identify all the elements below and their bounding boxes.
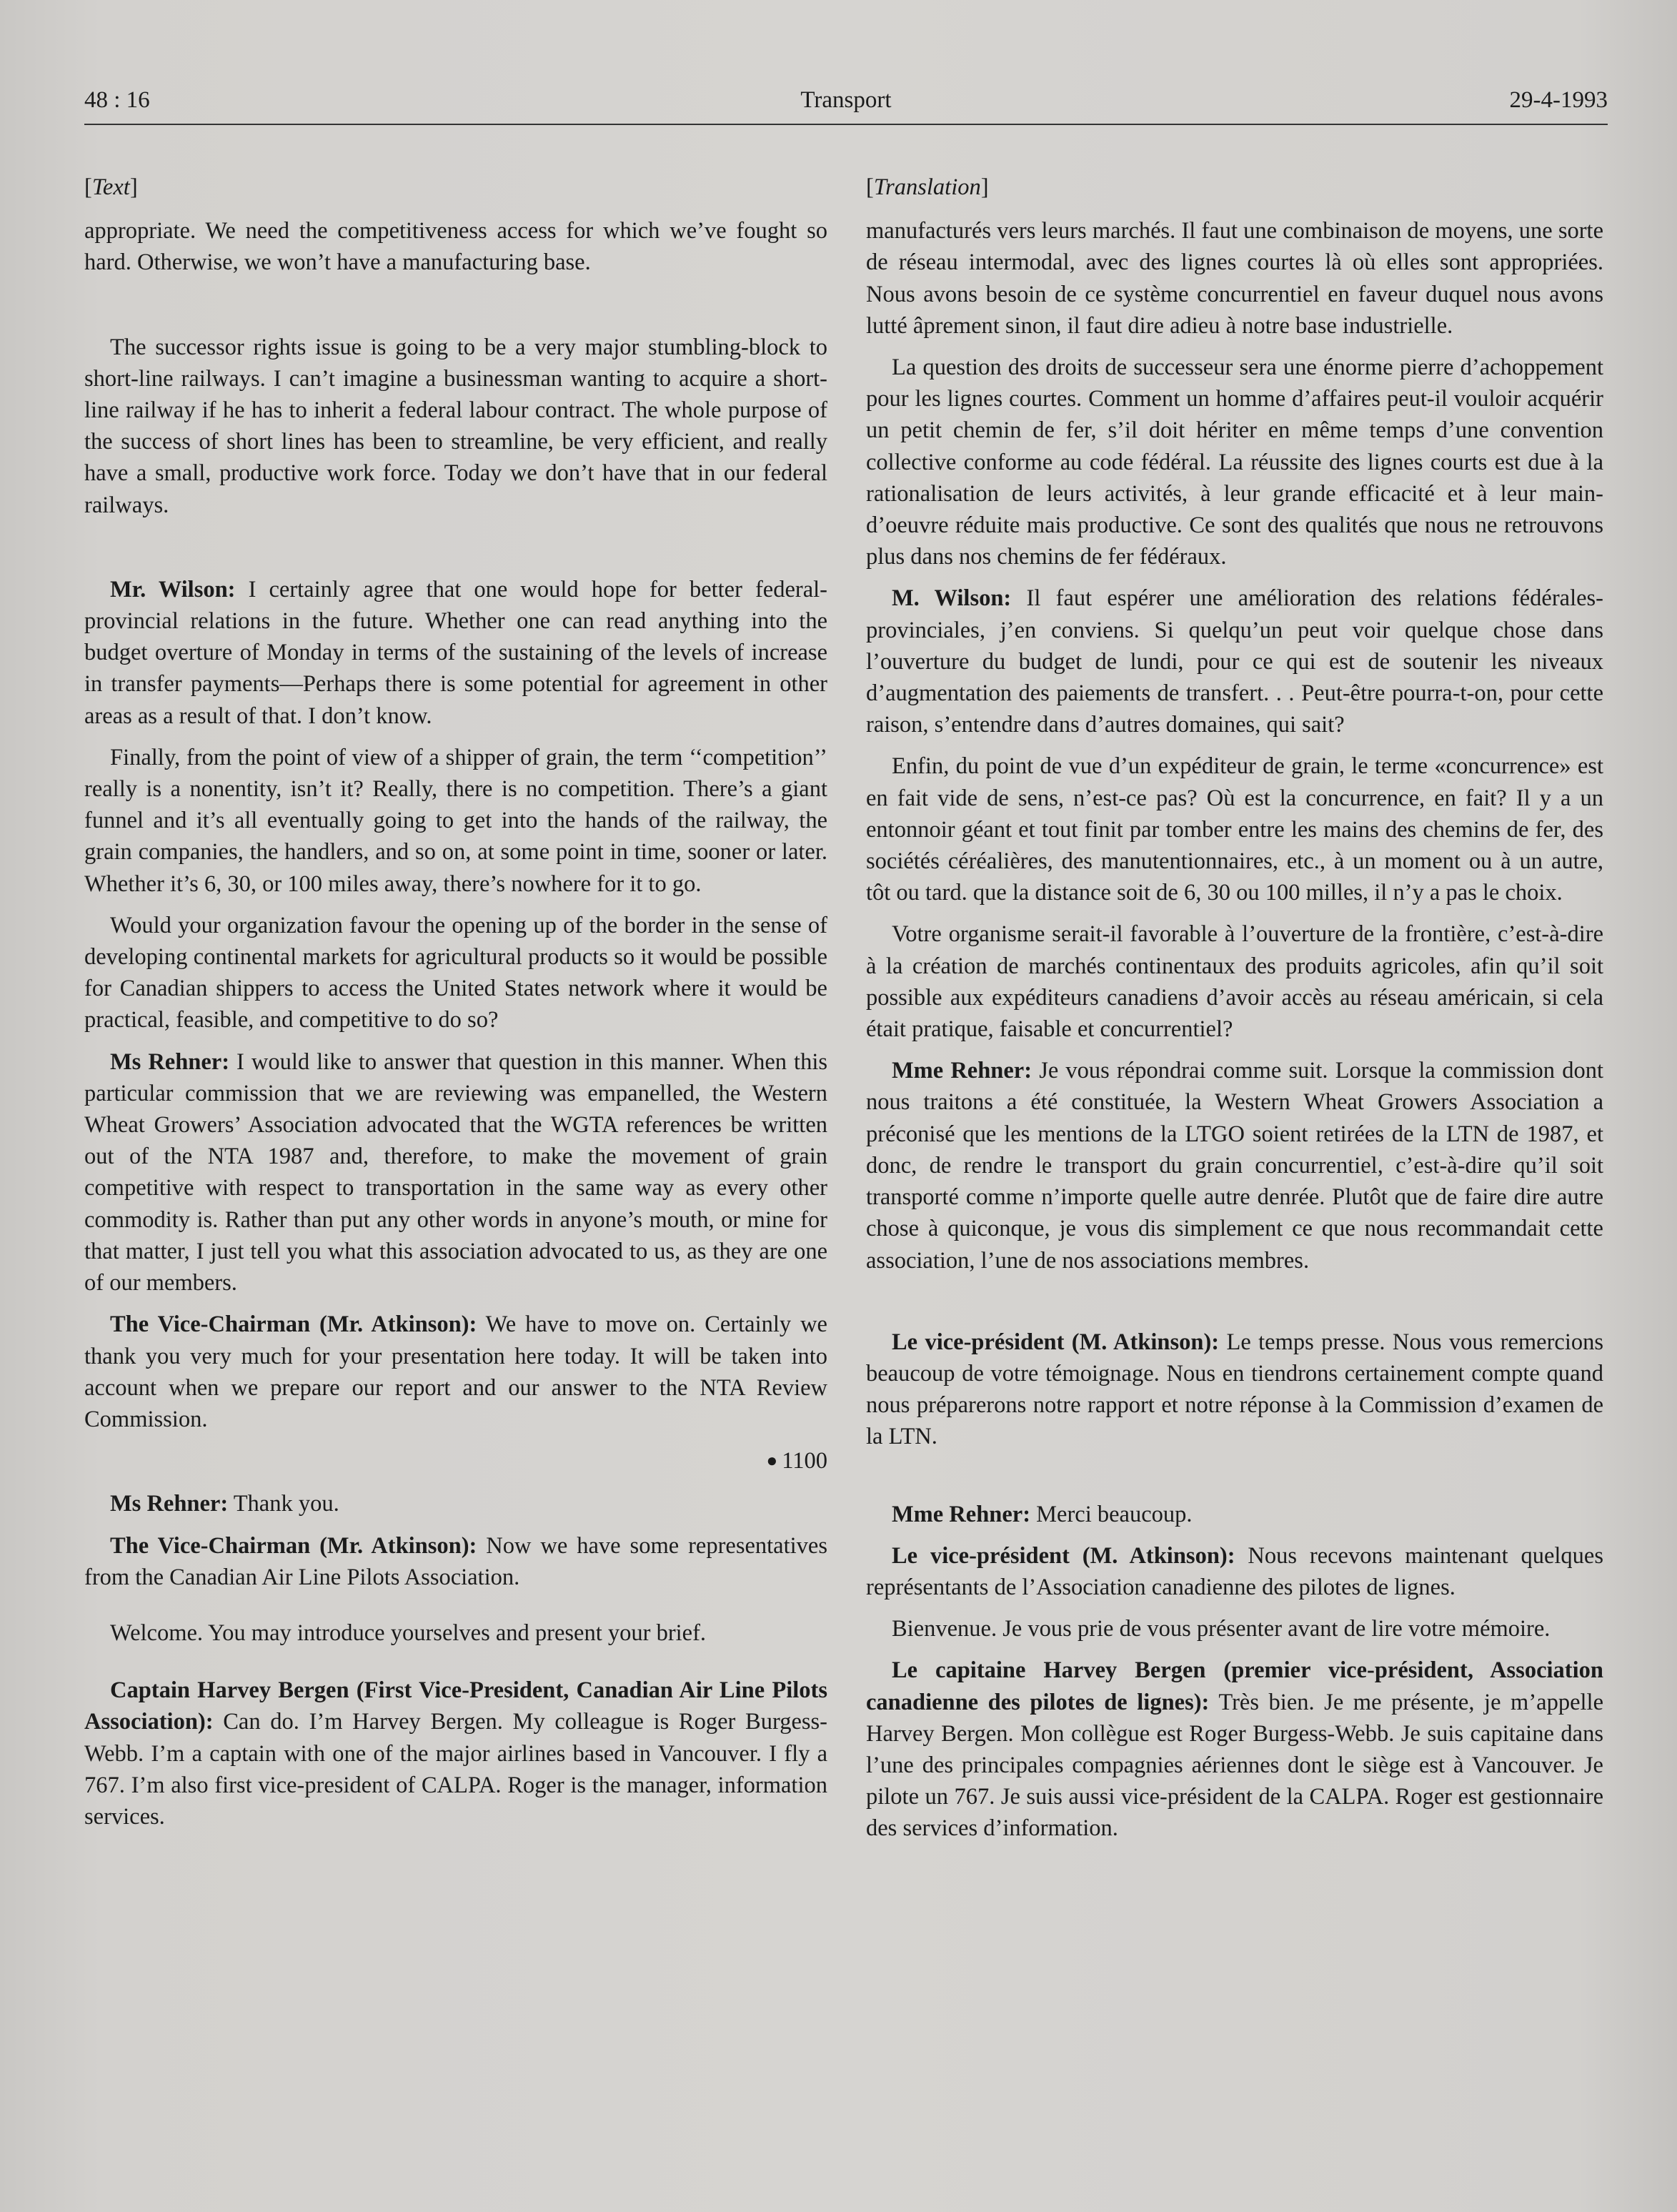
paragraph bbox=[866, 1326, 1603, 1453]
speaker-name: Captain Harvey Bergen (First Vice-President, Canadian Air Line Pilots Association): bbox=[84, 1677, 827, 1735]
speaker-name: The Vice-Chairman (Mr. Atkinson): bbox=[110, 1311, 477, 1338]
running-header bbox=[84, 87, 1608, 124]
paragraph bbox=[84, 574, 827, 732]
paragraph: Enfin, du point de vue d’un expéditeur de grain, le terme «concurrence» est en fait vide de sens, n’est-ce pas? Où est la concurrence, en fait? Il y a un entonnoir géant et tout finit par tomber entre les mains des chemins de fer, des sociétés céréalières, des manutentionnaires, etc., à un moment ou à un autre, tôt ou tard. que la distance soit de 6, 30 ou 100 milles, il n’y a pas le choix. bbox=[866, 753, 1603, 906]
paragraph bbox=[84, 1488, 827, 1519]
speaker-name: Le vice-président (M. Atkinson): bbox=[892, 1329, 1220, 1355]
speaker-name: Mme Rehner: bbox=[892, 1501, 1031, 1527]
time-marker-text: 1100 bbox=[782, 1448, 827, 1474]
speaker-name: M. Wilson: bbox=[892, 585, 1012, 612]
speech-text: I certainly agree that one would hope for better federal-provincial relations in the future. Whether one can read anything into the budget overture of Monday in terms of the sustaining of the levels of increase in transfer payments—Perhaps there is some potential for agreement in other areas as a result of that. I don’t know. bbox=[84, 576, 828, 729]
speaker-name: Ms Rehner: bbox=[110, 1491, 229, 1517]
english-column bbox=[84, 172, 827, 1842]
speech-text: Le temps presse. Nous vous remercions beaucoup de votre témoignage. Nous en tiendrons certainement compte quand nous préparerons notre rapport et notre réponse à la Commission d’examen de la LTN. bbox=[866, 1329, 1603, 1450]
paragraph bbox=[84, 1309, 827, 1435]
paragraph bbox=[84, 1675, 827, 1832]
paragraph bbox=[866, 1655, 1603, 1844]
speech-text: Merci beaucoup. bbox=[1030, 1501, 1193, 1527]
speaker-name: Mr. Wilson: bbox=[110, 576, 236, 602]
paragraph bbox=[866, 1055, 1603, 1276]
paragraph: Welcome. You may introduce yourselves and present your brief. bbox=[110, 1620, 707, 1646]
paragraph: Bienvenue. Je vous prie de vous présenter avant de lire votre mémoire. bbox=[892, 1616, 1551, 1642]
paragraph: manufacturés vers leurs marchés. Il faut une combinaison de moyens, une sorte de réseau intermodal, avec des lignes courtes là où elles sont appropriées. Nous avons besoin de ce système concurrentiel en faveur duquel nous avons lutté âprement sinon, il faut dire adieu à notre base industrielle. bbox=[866, 218, 1603, 339]
paragraph bbox=[84, 1530, 827, 1593]
bullet-icon: ● bbox=[766, 1450, 778, 1472]
paragraph: Votre organisme serait-il favorable à l’ouverture de la frontière, c’est-à-dire à la création de marchés continentaux des produits agricoles, afin qu’il soit possible aux expéditeurs canadiens d’avoir accès au réseau américain, si cela était pratique, faisable et concurrentiel? bbox=[866, 921, 1603, 1043]
header-date: 29-4-1993 bbox=[1509, 87, 1608, 113]
paragraph: appropriate. We need the competitiveness access for which we’ve fought so hard. Otherwise, we won’t have a manufacturing base. bbox=[84, 218, 827, 276]
speaker-name: Le capitaine Harvey Bergen (premier vice-président, Association canadienne des pilotes de lignes): bbox=[866, 1657, 1603, 1715]
speech-text: Now we have some representatives from the Canadian Air Line Pilots Association. bbox=[84, 1532, 827, 1590]
paragraph: La question des droits de successeur sera une énorme pierre d’achoppement pour les lignes courtes. Comment un homme d’affaires peut-il vouloir acquérir un petit chemin de fer, s’il doit hériter en même temps d’une convention collective conforme au code fédéral. La réussite des lignes courts est due à la rationalisation de leurs activités, à leur grande efficacité et à leur main-d’oeuvre réduite mais productive. Ce sont des qualités que nous ne retrouvons plus dans nos chemins de fer fédéraux. bbox=[866, 354, 1603, 570]
speaker-name: Ms Rehner: bbox=[110, 1048, 230, 1075]
column-label-text: Translation bbox=[873, 174, 981, 200]
speech-text: Can do. I’m Harvey Bergen. My colleague is Roger Burgess-Webb. I’m a captain with one of the major airlines based in Vancouver. I fly a 767. I’m also first vice-president of CALPA. Roger is the manager, information services. bbox=[84, 1709, 827, 1830]
paragraph bbox=[866, 582, 1603, 740]
column-label: [Text] bbox=[84, 174, 138, 200]
time-marker bbox=[84, 1445, 827, 1477]
running-title: Transport bbox=[800, 87, 892, 113]
page-number: 48 : 16 bbox=[84, 87, 150, 113]
speech-text: I would like to answer that question in this manner. When this particular commission that we are reviewing was empanelled, the Western Wheat Growers’ Association advocated that the WGTA references be written out of the NTA 1987 and, therefore, to make the movement of grain competitive with respect to transportation in the same way as every other commodity is. Rather than put any other words in anyone’s mouth, or mine for that matter, I just tell you what this association advocated to us, as they are one of our members. bbox=[84, 1048, 828, 1296]
paragraph: Would your organization favour the opening up of the border in the sense of developing continental markets for agricultural products so it would be possible for Canadian shippers to access the United States network where it would be practical, feasible, and competitive to do so? bbox=[84, 912, 827, 1033]
header-rule bbox=[84, 124, 1608, 125]
column-label-text: Text bbox=[91, 174, 130, 200]
french-column bbox=[866, 172, 1603, 1855]
speaker-name: The Vice-Chairman (Mr. Atkinson): bbox=[110, 1532, 477, 1559]
speaker-name: Mme Rehner: bbox=[892, 1058, 1032, 1084]
paragraph bbox=[866, 1540, 1603, 1603]
speech-text: We have to move on. Certainly we thank you very much for your presentation here today. It will be taken into account when we prepare our report and our answer to the NTA Review Commission. bbox=[84, 1311, 827, 1432]
paragraph bbox=[866, 1499, 1603, 1530]
speech-text: Il faut espérer une amélioration des relations fédérales-provinciales, j’en conviens. Si quelqu’un peut voir quelque chose dans l’ouverture du budget de lundi, pour ce qui est de soutenir les niveaux d’augmentation des paiements de transfert. . . Peut-être pourra-t-on, pour cette raison, s’entendre dans d’autres domaines, qui sait? bbox=[866, 585, 1604, 738]
speech-text: Je vous répondrai comme suit. Lorsque la commission dont nous traitons a été constituée, la Western Wheat Growers Association a préconisé que les mentions de la LTGO soient retirées de la LTN de 1987, et donc, de rendre le transport du grain concurrentiel, c’est-à-dire qu’il soit transporté comme n’importe quelle autre denrée. Plutôt que de faire dire autre chose à quiconque, je vous dis simplement ce que nous recommandait cette association, l’une de nos associations membres. bbox=[866, 1058, 1603, 1274]
column-label: [Translation] bbox=[866, 174, 989, 200]
paragraph: The successor rights issue is going to be a very major stumbling-block to short-line railways. I can’t imagine a businessman wanting to acquire a short-line railway if he has to inherit a federal labour contract. The whole purpose of the success of short lines has been to streamline, be very efficient, and really have a small, productive work force. Today we don’t have that in our federal railways. bbox=[84, 334, 827, 518]
speech-text: Thank you. bbox=[228, 1491, 339, 1517]
paragraph: Finally, from the point of view of a shipper of grain, the term ‘‘competition’’ really is a nonentity, isn’t it? Really, there is no competition. There’s a giant funnel and it’s all eventually going to get into the hands of the railway, the grain companies, the handlers, and so on, at some point in time, sooner or later. Whether it’s 6, 30, or 100 miles away, there’s nowhere for it to go. bbox=[84, 744, 827, 897]
speaker-name: Le vice-président (M. Atkinson): bbox=[892, 1542, 1235, 1569]
speech-text: Nous recevons maintenant quelques représentants de l’Association canadienne des pilotes de lignes. bbox=[866, 1542, 1603, 1600]
speech-text: Très bien. Je me présente, je m’appelle Harvey Bergen. Mon collègue est Roger Burgess-Webb. Je suis capitaine dans l’une des principales compagnies aériennes dont le siège est à Vancouver. Je pilote un 767. Je suis aussi vice-président de la CALPA. Roger est gestionnaire des services d’information. bbox=[866, 1689, 1603, 1842]
paragraph bbox=[84, 1046, 827, 1299]
